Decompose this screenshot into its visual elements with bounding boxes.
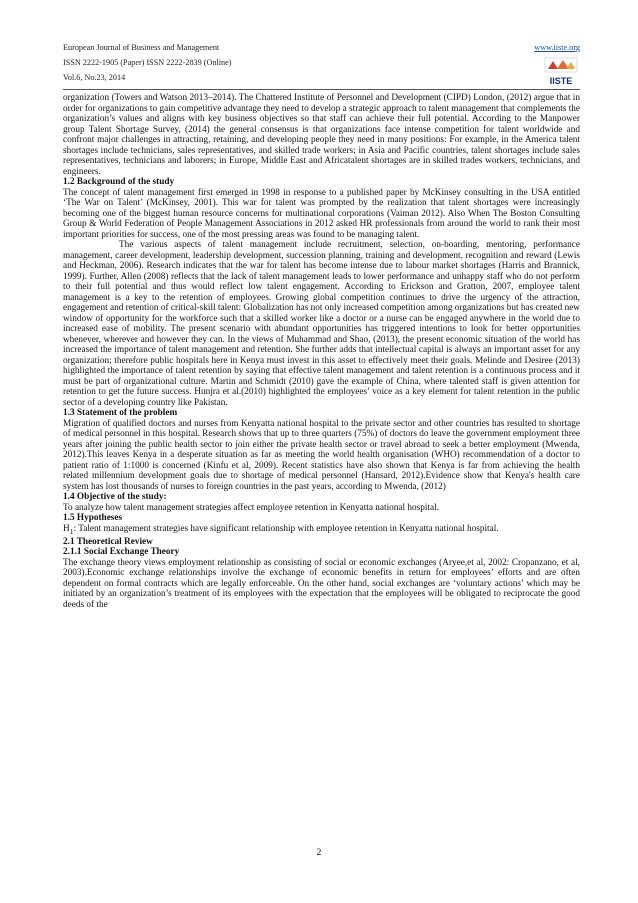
problem-paragraph: Migration of qualified doctors and nurses from Kenyatta national hospital to the private sector and other countries has resulted to shortage of medical personnel in this hospital. Research shows that up to three quarters (75%) of doctors do leave the government employment three years after joining the public health sector to join either the private health sector or travel abroad to seek a better employment (Mwenda, 2012).This leaves Kenya in a desperate situation as far as meeting the world health organisation (WHO) recommendation of a doctor to patient ratio of 1:1000 is concerned (Kinfu et al, 2009). Recent statistics have also shown that Kenya is far from achieving the health related millennium development goals due to shortage of medical personnel (Hansard, 2012).Evidence show that Kenya's health care system has lost thousands of nurses to foreign countries in the past years, according to Mwenda, (2012) [63, 418, 580, 492]
logo-text: IISTE [549, 76, 573, 86]
section-heading-2-1: 2.1 Theoretical Review [63, 536, 153, 547]
volume-line: Vol.6, No.23, 2014 [63, 73, 126, 82]
section-heading-1-2: 1.2 Background of the study [63, 177, 175, 187]
background-paragraph-2: The various aspects of talent management include recruitment, selection, on-boarding, mentoring, performance management, career development, leadership development, succession planning, training and development, recognition and reward (Lewis and Heckman, 2006). Research indicates that the war for talent has become intense due to labour market shortages (Harris and Brannick, 1999). Further, Allen (2008) reflects that the lack of talent management leads to lower performance and unhappy staff who do not perform to their full potential and thus would reflect low talent engagement. According to Erickson and Gratton, 2007, employee talent management is a key to the retention of employees. Growing global competition continues to drive the urgency of the attraction, engagement and retention of critical-skill talent: Globalization has not only increased competition among organizations but has created new window of opportunity for the workforce such that a skilled worker like a doctor or a nurse can be engaged anywhere in the world due to increased ease of mobility. The present scenario with abundant opportunities has triggered intentions to look for better opportunities whenever, wherever and however they can. In the views of Muhammad and Shao, (2013), the present economic situation of the world has increased the importance of talent management and retention. She further adds that intellectual capital is always an important asset for any organization; therefore public hospitals here in Kenya must invest in this asset to effectively meet their goals. Melinde and Desiree (2013) highlighted the importance of talent retention by saying that effective talent management and talent retention is a continuous process and it must be part of organizational culture. Martin and Schmidt (2010) gave the example of China, where talented staff is given attention for retention to get the future success. Hunjra et al.(2010) highlighted the employees’ voice as a key element for talent retention in the public sector of a developing country like Pakistan. [63, 240, 580, 408]
hypothesis-paragraph [63, 524, 580, 537]
iiste-logo [544, 57, 578, 87]
journal-name: European Journal of Business and Management [63, 43, 220, 52]
issn-line: ISSN 2222-1905 (Paper) ISSN 2222-2839 (Online) [63, 58, 232, 67]
hypothesis-text: : Talent management strategies have significant relationship with employee retention in Kenyatta national hospital. [73, 523, 499, 534]
section-heading-1-3: 1.3 Statement of the problem [63, 408, 178, 418]
hypothesis-subscript: 1 [69, 526, 74, 536]
intro-paragraph: organization (Towers and Watson 2013–2014). The Chattered Institute of Personnel and Development (CIPD) London, (2012) argue that in order for organizations to gain competitive advantage they need to develop a strategic approach to talent management that complements the organization’s values and aligns with key business objectives so that staff can achieve their full potential. According to the Manpower group Talent Shortage Survey, (2014) the general consensus is that organizations face intense competition for talent worldwide and confront major challenges in attracting, retaining, and developing people they need in many positions: For example, in the America talent shortages include technicians, sales representatives, and skilled trade workers; in Asia and Pacific countries, talent shortages include sales representatives, technicians and laborers; in Europe, Middle East and Africatalent shortages are in skilled trades workers, technicians, and engineers. [63, 93, 580, 177]
header-divider [63, 89, 580, 90]
section-heading-2-1-1: 2.1.1 Social Exchange Theory [63, 547, 180, 558]
section-heading-1-5: 1.5 Hypotheses [63, 513, 123, 523]
background-paragraph-1: The concept of talent management first emerged in 1998 in response to a published paper by McKinsey consulting in the USA entitled ‘The War on Talent’ (McKinsey, 2001). This war for talent was prompted by the realization that talent shortages were increasingly becoming one of the biggest human resource concerns for multinational corporations (Vaiman 2012). Also When The Boston Consulting Group & World Federation of People Management Associations in 2012 asked HR professionals from around the world to rank their most important priorities for success, one of the most pressing areas was found to be managing talent. [63, 187, 580, 240]
social-exchange-paragraph: The exchange theory views employment relationship as consisting of social or economic exchanges (Aryee,et al, 2002: Cropanzano, et al, 2003).Economic exchange relationships involve the exchange of economic benefits in return for employees’ efforts and are often dependent on formal contracts which are legally enforceable. On the other hand, social exchanges are ‘voluntary actions’ which may be initiated by an organization’s treatment of its employees with the expectation that the employees will be obligated to reciprocate the good deeds of the [63, 557, 580, 610]
page-number: 2 [316, 848, 322, 858]
objective-paragraph: To analyze how talent management strategies affect employee retention in Kenyatta national hospital. [63, 502, 439, 513]
hypothesis-symbol: H [63, 523, 70, 534]
page-body [63, 93, 580, 610]
journal-url-link[interactable]: www.iiste.org [534, 43, 580, 52]
section-heading-1-4: 1.4 Objective of the study: [63, 492, 167, 502]
